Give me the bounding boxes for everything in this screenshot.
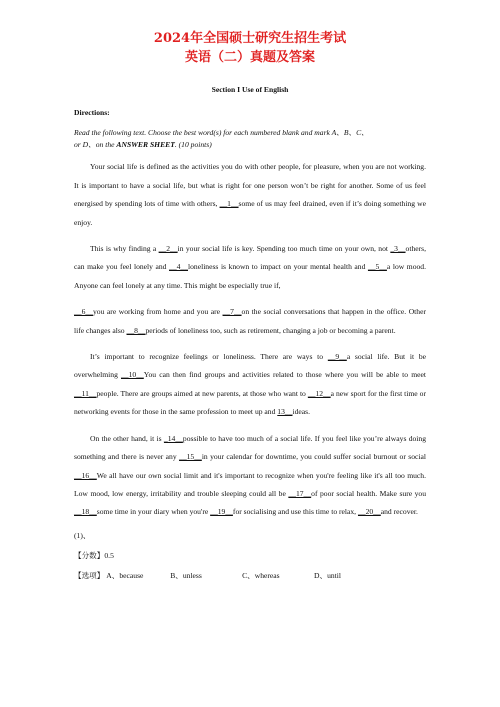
passage-paragraph — [74, 303, 426, 340]
passage-text: a low mood. Anyone can feel lonely at any time. This might be especially true if, — [74, 262, 426, 290]
passage-text: you are working from home and you are — [92, 307, 223, 317]
passage-text: This is why finding a — [90, 244, 159, 254]
passage-text: ideas. — [292, 407, 310, 417]
option-a[interactable]: A、because — [106, 570, 144, 580]
blank-number: __16__ — [74, 470, 97, 480]
blank-number: __9__ — [327, 352, 347, 362]
passage-text: of poor social health. Make sure you — [311, 488, 427, 498]
directions-text-a: Read the following text. Choose the best word(s) for each numbered blank and mark A、B、C、 — [74, 128, 369, 138]
passage-paragraph — [74, 158, 426, 232]
options-label: 【选项】 — [74, 570, 105, 580]
option-c[interactable]: C、whereas — [242, 570, 280, 580]
score-value: 0.5 — [104, 550, 114, 560]
passage-text: It’s important to recognize feelings or loneliness. There are ways to — [90, 352, 328, 362]
question-options — [74, 570, 426, 582]
blank-number: __5__ — [367, 262, 387, 272]
directions-text — [74, 127, 426, 151]
passage-text: loneliness is known to impact on your mental health and — [188, 262, 368, 272]
score-label: 【分数】 — [74, 550, 105, 560]
blank-number: __7__ — [222, 307, 242, 317]
passage-text: Your social life is defined as the activities you do with other people, for pleasure, when you are not working. It is important to have a social life, but what is right for one person won’t be right for another. Some of us feel energised by spending lots of time with others, — [74, 162, 426, 209]
option-b[interactable]: B、unless — [170, 570, 202, 580]
blank-number: __2__ — [158, 244, 178, 254]
document-title: 2024年全国硕士研究生招生考试 — [153, 31, 347, 46]
passage-text: for socialising and use this time to relax, — [232, 507, 358, 517]
passage-text: some of us may feel drained, even if it’s doing something we enjoy. — [74, 199, 426, 227]
passage-text: a social life. But it be overwhelming — [74, 352, 426, 380]
blank-number: __6__ — [74, 307, 93, 317]
directions-text-b: or D、on the — [74, 140, 117, 150]
passage-text: We all have our own social limit and it's important to recognize when you're feeling like it's all too much. Low mood, low energy, irritability and trouble sleeping could all be — [74, 470, 426, 498]
passage-text: in your social life is key. Spending too much time on your own, not — [177, 244, 391, 254]
blank-number: __15__ — [179, 452, 202, 462]
section-title: Section I Use of English — [211, 85, 289, 94]
passage-paragraph — [74, 240, 426, 295]
passage-text: and recover. — [380, 507, 418, 517]
directions-text-c: . (10 points) — [174, 140, 212, 150]
blank-number: __20__ — [357, 507, 381, 517]
passage-text: some time in your diary when you're — [96, 507, 211, 517]
blank-number: __8__ — [126, 325, 146, 335]
blank-number: __12__ — [307, 388, 331, 398]
passage-paragraph — [74, 430, 426, 522]
passage-text: on the social conversations that happen in the office. Other life changes also — [74, 307, 426, 335]
blank-number: __4__ — [169, 262, 189, 272]
document-subtitle: 英语（二）真题及答案 — [184, 50, 315, 65]
passage-text: others, can make you feel lonely and — [74, 244, 426, 272]
passage-paragraph — [74, 348, 426, 422]
blank-number: __18__ — [74, 507, 97, 517]
passage-text: You can then find groups and activities related to those where you will be able to meet — [143, 370, 426, 380]
passage-text: possible to have too much of a social life. If you feel like you’re always doing something and there is never any — [74, 433, 426, 462]
passage-text: a new sport for the first time or networking events for those in the same profession to meet up and — [74, 388, 426, 417]
passage-text: people. There are groups aimed at new parents, at those who want to — [96, 388, 308, 398]
passage — [74, 158, 426, 521]
blank-number: __10__ — [121, 370, 144, 380]
passage-text: periods of loneliness too, such as retirement, changing a job or becoming a parent. — [145, 325, 396, 335]
question-number: (1)、 — [74, 530, 91, 540]
passage-text: On the other hand, it is — [90, 433, 164, 443]
blank-number: __17__ — [288, 488, 312, 498]
blank-number: __19__ — [210, 507, 233, 517]
option-d[interactable]: D、until — [314, 570, 342, 580]
blank-number: __1__ — [219, 199, 239, 209]
blank-number: _14__ — [163, 433, 183, 443]
blank-number: _3__ — [390, 244, 406, 254]
passage-text: in your calendar for downtime, you could suffer social burnout or social — [201, 452, 426, 462]
answer-sheet-label: ANSWER SHEET — [116, 140, 175, 150]
directions-heading: Directions: — [74, 108, 110, 118]
blank-number: __11__ — [74, 388, 97, 398]
blank-number: 13__ — [277, 407, 293, 417]
question-score — [74, 550, 426, 562]
